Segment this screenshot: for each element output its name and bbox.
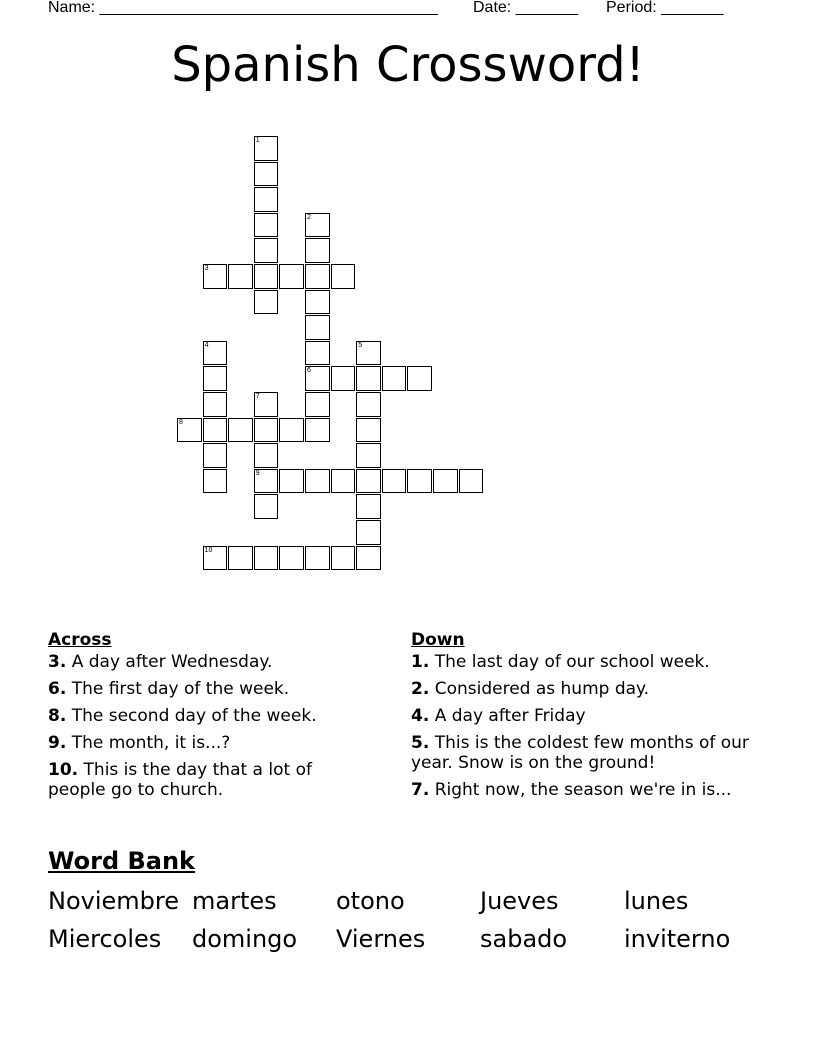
word-bank-word: domingo [192,925,298,953]
word-bank-title: Word Bank [48,847,196,875]
crossword-cell[interactable] [254,418,279,443]
down-clue: 5. This is the coldest few months of our year. Snow is on the ground! [411,733,749,773]
page-title: Spanish Crossword! [171,37,645,93]
word-bank-row [48,882,768,920]
clue-number: 7 [255,393,260,400]
clue-number: 1 [255,137,260,144]
crossword-cell[interactable] [407,469,432,494]
crossword-cell[interactable] [177,418,202,443]
crossword-cell[interactable] [331,546,356,571]
crossword-cell[interactable] [356,494,381,519]
crossword-cell[interactable] [254,469,279,494]
crossword-cell[interactable] [254,238,279,263]
crossword-cell[interactable] [356,520,381,545]
crossword-cell[interactable] [305,341,330,366]
crossword-cell[interactable] [228,546,253,571]
name-field-label: Name: ______________________________________ [48,0,438,16]
crossword-cell[interactable] [254,264,279,289]
across-heading: Across [48,630,112,650]
crossword-cell[interactable] [356,546,381,571]
across-clue: 6. The first day of the week. [48,679,290,699]
crossword-cell[interactable] [254,443,279,468]
word-bank-word: inviterno [624,925,731,953]
period-field-label: Period: _______ [606,0,724,16]
crossword-cell[interactable] [203,418,228,443]
crossword-cell[interactable] [407,366,432,391]
crossword-cell[interactable] [203,366,228,391]
crossword-cell[interactable] [305,546,330,571]
word-bank-word: lunes [624,887,689,915]
down-heading: Down [411,630,465,650]
crossword-cell[interactable] [254,494,279,519]
crossword-cell[interactable] [356,469,381,494]
down-clue: 1. The last day of our school week. [411,652,710,672]
crossword-cell[interactable] [203,264,228,289]
word-bank-word: Miercoles [48,925,162,953]
across-clue: 3. A day after Wednesday. [48,652,273,672]
crossword-cell[interactable] [459,469,484,494]
crossword-cell[interactable] [356,418,381,443]
crossword-cell[interactable] [305,315,330,340]
word-bank-word: martes [192,887,277,915]
crossword-cell[interactable] [356,366,381,391]
crossword-cell[interactable] [279,264,304,289]
crossword-cell[interactable] [356,443,381,468]
across-clues [48,630,368,807]
crossword-cell[interactable] [433,469,458,494]
word-bank-word: Noviembre [48,887,179,915]
word-bank-word: sabado [480,925,568,953]
crossword-cell[interactable] [305,418,330,443]
crossword-cell[interactable] [356,392,381,417]
crossword-cell[interactable] [254,546,279,571]
crossword-cell[interactable] [203,469,228,494]
crossword-cell[interactable] [356,341,381,366]
clue-number: 4 [204,341,209,349]
word-bank-word: Jueves [480,887,559,915]
across-clue: 9. The month, it is...? [48,733,231,753]
crossword-cell[interactable] [279,469,304,494]
crossword-cell[interactable] [331,366,356,391]
crossword-cell[interactable] [254,392,279,417]
across-clue: 8. The second day of the week. [48,706,317,726]
word-bank [48,846,768,958]
crossword-cell[interactable] [228,264,253,289]
crossword-cell[interactable] [331,469,356,494]
crossword-cell[interactable] [203,443,228,468]
down-clue: 2. Considered as hump day. [411,679,650,699]
crossword-cell[interactable] [382,469,407,494]
crossword-cell[interactable] [254,213,279,238]
down-clue: 7. Right now, the season we're in is... [411,780,732,800]
crossword-cell[interactable] [305,366,330,391]
clue-number: 10 [204,546,213,554]
clue-number: 8 [179,418,183,426]
crossword-cell[interactable] [254,187,279,212]
crossword-cell[interactable] [382,366,407,391]
word-bank-word: otono [336,887,405,915]
crossword-cell[interactable] [254,136,279,161]
crossword-cell[interactable] [305,213,330,238]
crossword-cell[interactable] [305,264,330,289]
clue-number: 5 [358,341,363,349]
crossword-cell[interactable] [305,469,330,494]
down-clue: 4. A day after Friday [411,706,586,726]
crossword-cell[interactable] [254,162,279,187]
crossword-cell[interactable] [279,546,304,571]
clue-number: 2 [307,213,311,221]
clue-number: 9 [255,469,260,477]
crossword-cell[interactable] [203,341,228,366]
date-field-label: Date: _______ [473,0,578,16]
crossword-cell[interactable] [254,290,279,315]
crossword-cell[interactable] [203,546,228,571]
clue-number: 6 [307,367,311,375]
word-bank-row [48,920,768,958]
crossword-cell[interactable] [305,392,330,417]
crossword-cell[interactable] [279,418,304,443]
word-bank-word: Viernes [336,925,426,953]
down-clues [411,630,751,807]
crossword-cell[interactable] [228,418,253,443]
crossword-cell[interactable] [203,392,228,417]
crossword-cell[interactable] [331,264,356,289]
across-clue: 10. This is the day that a lot of people go to church. [48,760,312,800]
crossword-cell[interactable] [305,238,330,263]
crossword-cell[interactable] [305,290,330,315]
clue-number: 3 [204,265,209,272]
